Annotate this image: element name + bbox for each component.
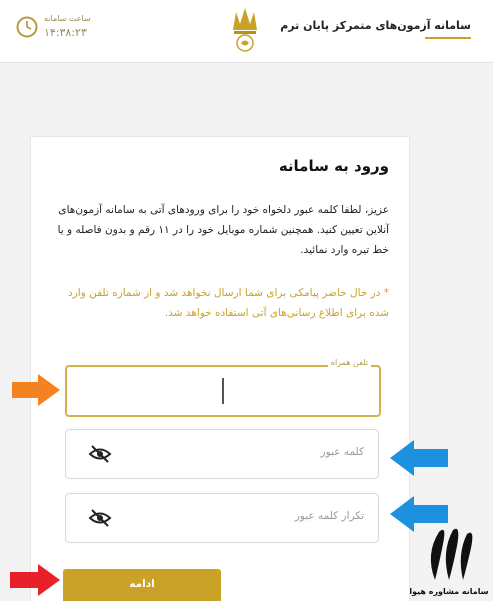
top-header [0,0,493,63]
watermark-text: سامانه مشاوره هیوا [409,587,489,596]
sms-note: * در حال حاضر پیامکی برای شما ارسال نخواهد شد و از شماره تلفن وارد شده برای اطلاع رسانی‌های آتی استفاده خواهد شد. [68,287,389,319]
title-underline [425,37,471,39]
system-clock [16,14,126,44]
login-title: ورود به سامانه [278,157,389,175]
feather-logo-icon [425,524,475,582]
login-card [30,136,410,601]
clock-time: ۱۴:۳۸:۲۳ [44,26,87,39]
password-input[interactable] [65,429,379,479]
eye-slash-icon[interactable] [88,442,112,466]
continue-button-label: ادامه [129,578,155,590]
watermark-logo [405,520,493,600]
red-arrow-icon [8,562,62,598]
crown-logo-icon [228,6,262,54]
blue-arrow-icon [388,438,450,478]
phone-input[interactable] [65,358,381,417]
clock-label: ساعت سامانه [44,14,91,23]
repeat-password-placeholder: تکرار کلمه عبور [294,510,364,522]
text-caret [222,378,224,404]
system-title: سامانه آزمون‌های متمرکز پایان ترم [280,19,471,32]
eye-slash-icon[interactable] [88,506,112,530]
clock-icon [16,16,38,38]
continue-button[interactable] [63,569,221,601]
orange-arrow-icon [10,372,62,408]
repeat-password-input[interactable] [65,493,379,543]
password-placeholder: کلمه عبور [320,446,364,458]
phone-label: تلفن همراه [328,358,371,367]
login-description: عزیز، لطفا کلمه عبور دلخواه خود را برای ورودهای آتی به سامانه آزمون‌های آنلاین تعیین کنید. همچنین شماره موبایل خود را در ۱۱ رقم و بدون فاصله و یا خط تیره وارد نمائید. [57,204,389,256]
